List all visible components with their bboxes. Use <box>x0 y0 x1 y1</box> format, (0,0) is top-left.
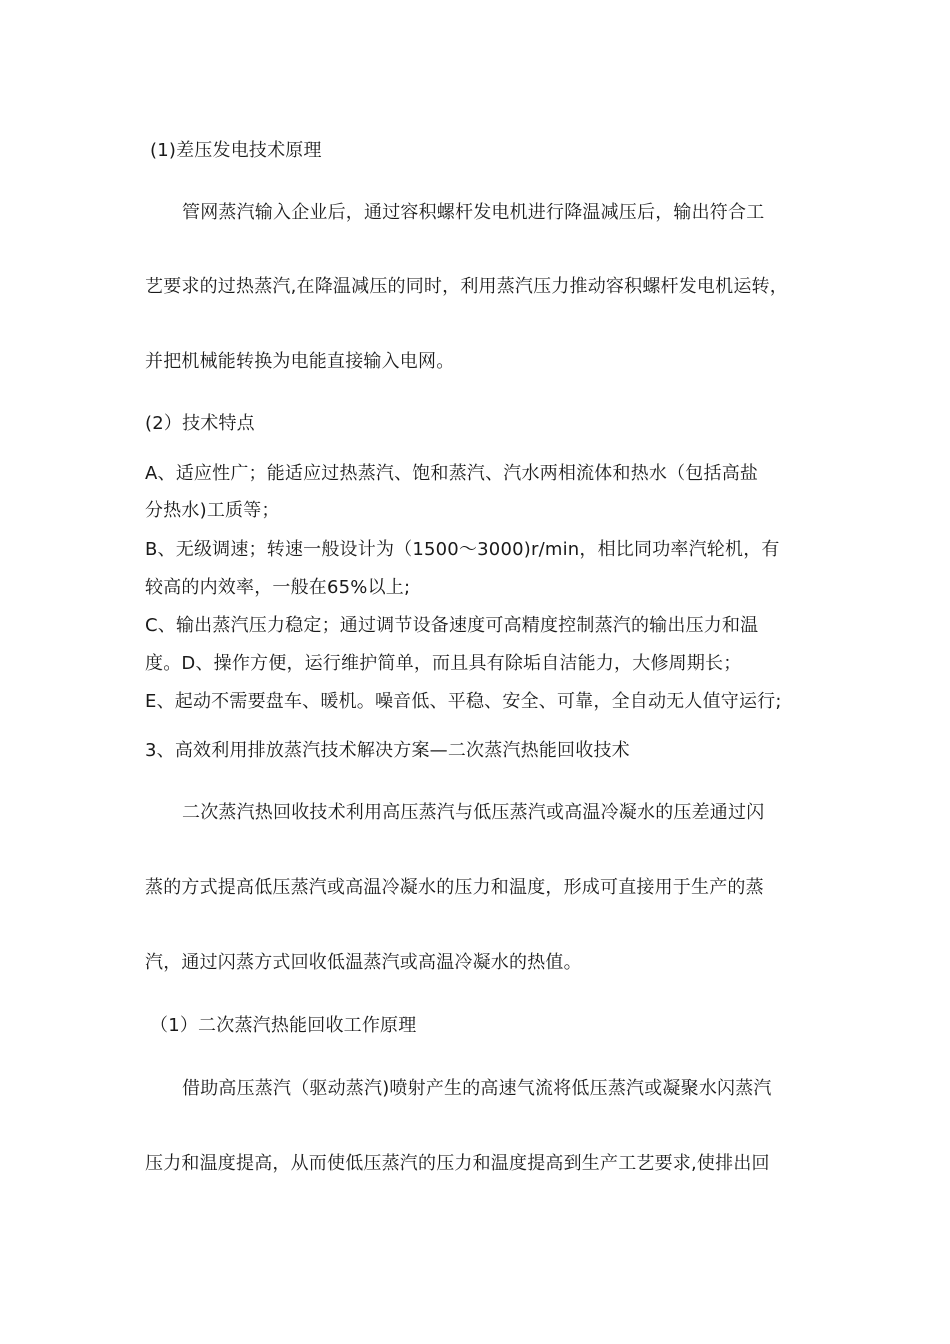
paragraph-line: 二次蒸汽热回收技术利用高压蒸汽与低压蒸汽或高温冷凝水的压差通过闪 <box>182 802 765 823</box>
list-item-line: A、适应性广；能适应过热蒸汽、饱和蒸汽、汽水两相流体和热水（包括高盐 <box>145 463 759 484</box>
paragraph-line: 艺要求的过热蒸汽,在降温减压的同时，利用蒸汽压力推动容积螺杆发电机运转， <box>145 276 788 297</box>
paragraph-line: 借助高压蒸汽（驱动蒸汽)喷射产生的高速气流将低压蒸汽或凝聚水闪蒸汽 <box>182 1078 772 1099</box>
section-heading: (2）技术特点 <box>145 413 255 434</box>
paragraph-line: 汽，通过闪蒸方式回收低温蒸汽或高温冷凝水的热值。 <box>145 952 582 973</box>
section-heading: (1)差压发电技术原理 <box>150 140 322 161</box>
section-heading: （1）二次蒸汽热能回收工作原理 <box>150 1015 417 1036</box>
paragraph-line: 蒸的方式提高低压蒸汽或高温冷凝水的压力和温度，形成可直接用于生产的蒸 <box>145 877 764 898</box>
list-item-line: E、起动不需要盘车、暖机。噪音低、平稳、安全、可靠，全自动无人值守运行; <box>145 691 782 712</box>
list-item-line: 较高的内效率，一般在65%以上; <box>145 577 411 598</box>
paragraph-line: 并把机械能转换为电能直接输入电网。 <box>145 351 455 372</box>
paragraph-line: 压力和温度提高，从而使低压蒸汽的压力和温度提高到生产工艺要求,使排出回 <box>145 1153 770 1174</box>
paragraph-line: 管网蒸汽输入企业后，通过容积螺杆发电机进行降温减压后，输出符合工 <box>182 202 765 223</box>
list-item-line: C、输出蒸汽压力稳定；通过调节设备速度可高精度控制蒸汽的输出压力和温 <box>145 615 759 636</box>
section-heading: 3、高效利用排放蒸汽技术解决方案—二次蒸汽热能回收技术 <box>145 740 630 761</box>
list-item-line: 分热水)工质等； <box>145 500 280 521</box>
list-item-line: B、无级调速；转速一般设计为（1500～3000)r/min，相比同功率汽轮机，有 <box>145 539 780 560</box>
list-item-line: 度。D、操作方便，运行维护简单，而且具有除垢自洁能力，大修周期长； <box>145 653 742 674</box>
